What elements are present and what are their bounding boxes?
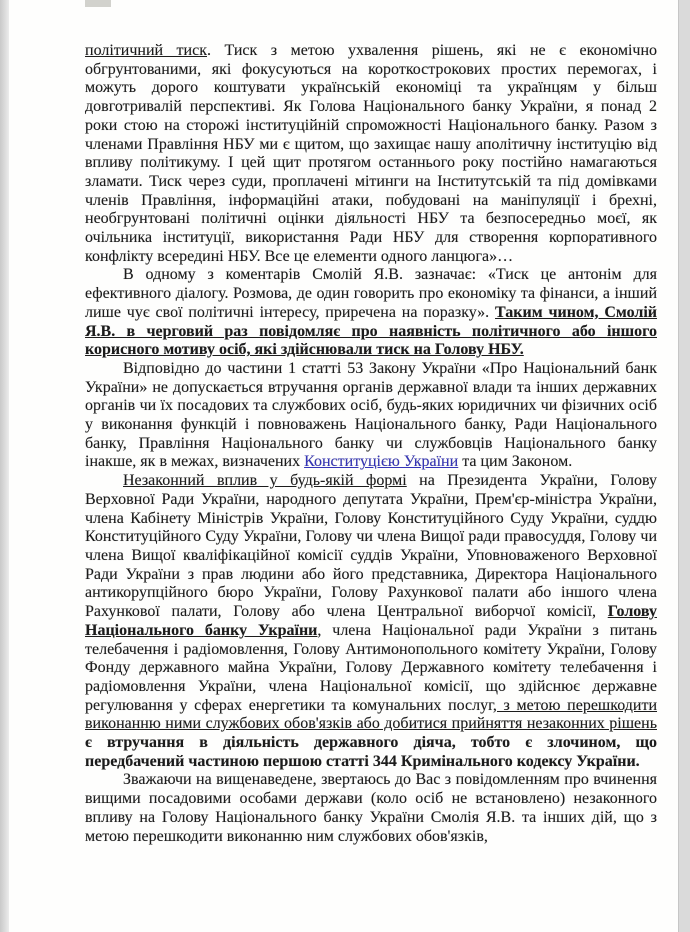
document-text <box>85 42 657 846</box>
text-run: . Тиск з метою ухвалення рішень, які не є економічно обгрунтованими, які фокусуються на короткострокових простих перемогах, і можуть дорого коштувати українській економіці та українцям у більш довготривалій перспективі. Як Голова Національного банку України, я понад 2 роки стою на сторожі інституційній спроможності Національного банку. Разом з членами Правління НБУ ми є щитом, що захищає нашу аполітичну інституцію від впливу політикуму. І цей щит протягом останнього року постійно намагаються зламати. Тиск через суди, проплачені мітинги на Інститутській та під домівками членів Правління, інформаційні атаки, побудовані на маніпуляції і брехні, необгрунтовані політичні оцінки діяльності НБУ та безпосередньо моєї, як очільника інституції, використання Ради НБУ для створення корпоративного конфлікту всередині НБУ. Все це елементи одного ланцюга»… <box>85 42 658 265</box>
text-run: Зважаючи на вищенаведене, звертаюсь до Вас з повідомленням про вчинення вищими посадовими особами держави (коло осіб не встановлено) незаконного впливу на Голову Національного банку України Смолія Я.В. та інших дій, що з метою перешкодити виконанню ним службових обов'язків, <box>85 771 657 845</box>
underlined-phrase: Незаконний вплив у будь-якій формі <box>123 472 407 490</box>
bold-underlined-nbu-head: Голову Національного банку України <box>85 603 657 639</box>
underlined-phrase: політичний тиск <box>85 42 207 59</box>
text-run: , члена Національної ради України з питань телебачення і радіомовлення, Голову Антимонопольного комітету України, Голову Фонду державного майна України, Голову Державного комітету телебачення і радіомовлення України, члена Національної комісії, що здійснює державне регулювання у сферах енергетики та комунальних послуг <box>85 621 657 714</box>
bold-underlined-conclusion: Таким чином, Смолій Я.В. в черговий раз повідомляє про наявність політичного або іншого корисного мотиву осіб, які здійснювали тиск на Голову НБУ. <box>85 303 658 359</box>
text-run: на Президента України, Голову Верховної Ради України, народного депутата України, Прем'єр-міністра України, члена Кабінету Міністрів України, Голову Конституційного Суду України, суддю Конституційного Суду України, Голову чи члена Вищої ради правосуддя, Голову чи члена Вищої кваліфікаційної комісії суддів України, Уповноваженого Верховної Ради України з прав людини або його представника, Директора Національного антикорупційного бюро України, Голову Рахункової палати або іншого члена Рахункової палати, Голову або члена Центральної виборчої комісії, <box>85 472 657 621</box>
scan-edge-left <box>0 0 9 932</box>
paragraph-smoliy-comment <box>85 266 657 360</box>
text-run: Відповідно до частини 1 статті 53 Закону України «Про Національний банк України» не допускається втручання органів державної влади та інших державних органів чи їх посадових та службових осіб, будь-яких юридичних чи фізичних осіб у виконання функцій і повноважень Національного банку, Ради Національного банку, Правління Національного банку чи службовців Національного банку інакше, як в межах, визначених <box>85 359 657 471</box>
constitution-link[interactable]: Конституцією України <box>304 453 459 471</box>
paragraph-law-article-53 <box>85 360 657 472</box>
underlined-purpose-clause: , з метою перешкодити виконанню ними службових обов'язків або добитися прийняття незаконних рішень <box>85 696 658 733</box>
paragraph-closing-appeal <box>85 771 657 846</box>
paragraph-political-pressure <box>85 42 657 266</box>
scan-artifact-mark <box>85 0 111 7</box>
text-run: та цим Законом. <box>458 453 573 471</box>
paragraph-unlawful-influence <box>85 472 657 771</box>
bold-crime-statement: є втручання в діяльність державного діяча, тобто є злочином, що передбачений частиною першою статті 344 Кримінального кодексу України. <box>85 734 657 770</box>
text-run: В одному з коментарів Смолій Я.В. зазначає: «Тиск це антонім для ефективного діалогу. Розмова, де один говорить про економіку та фінанси, а інший лише чує свої політичні інтересу, приречена на поразку». <box>85 266 657 321</box>
scan-edge-right <box>678 0 690 932</box>
